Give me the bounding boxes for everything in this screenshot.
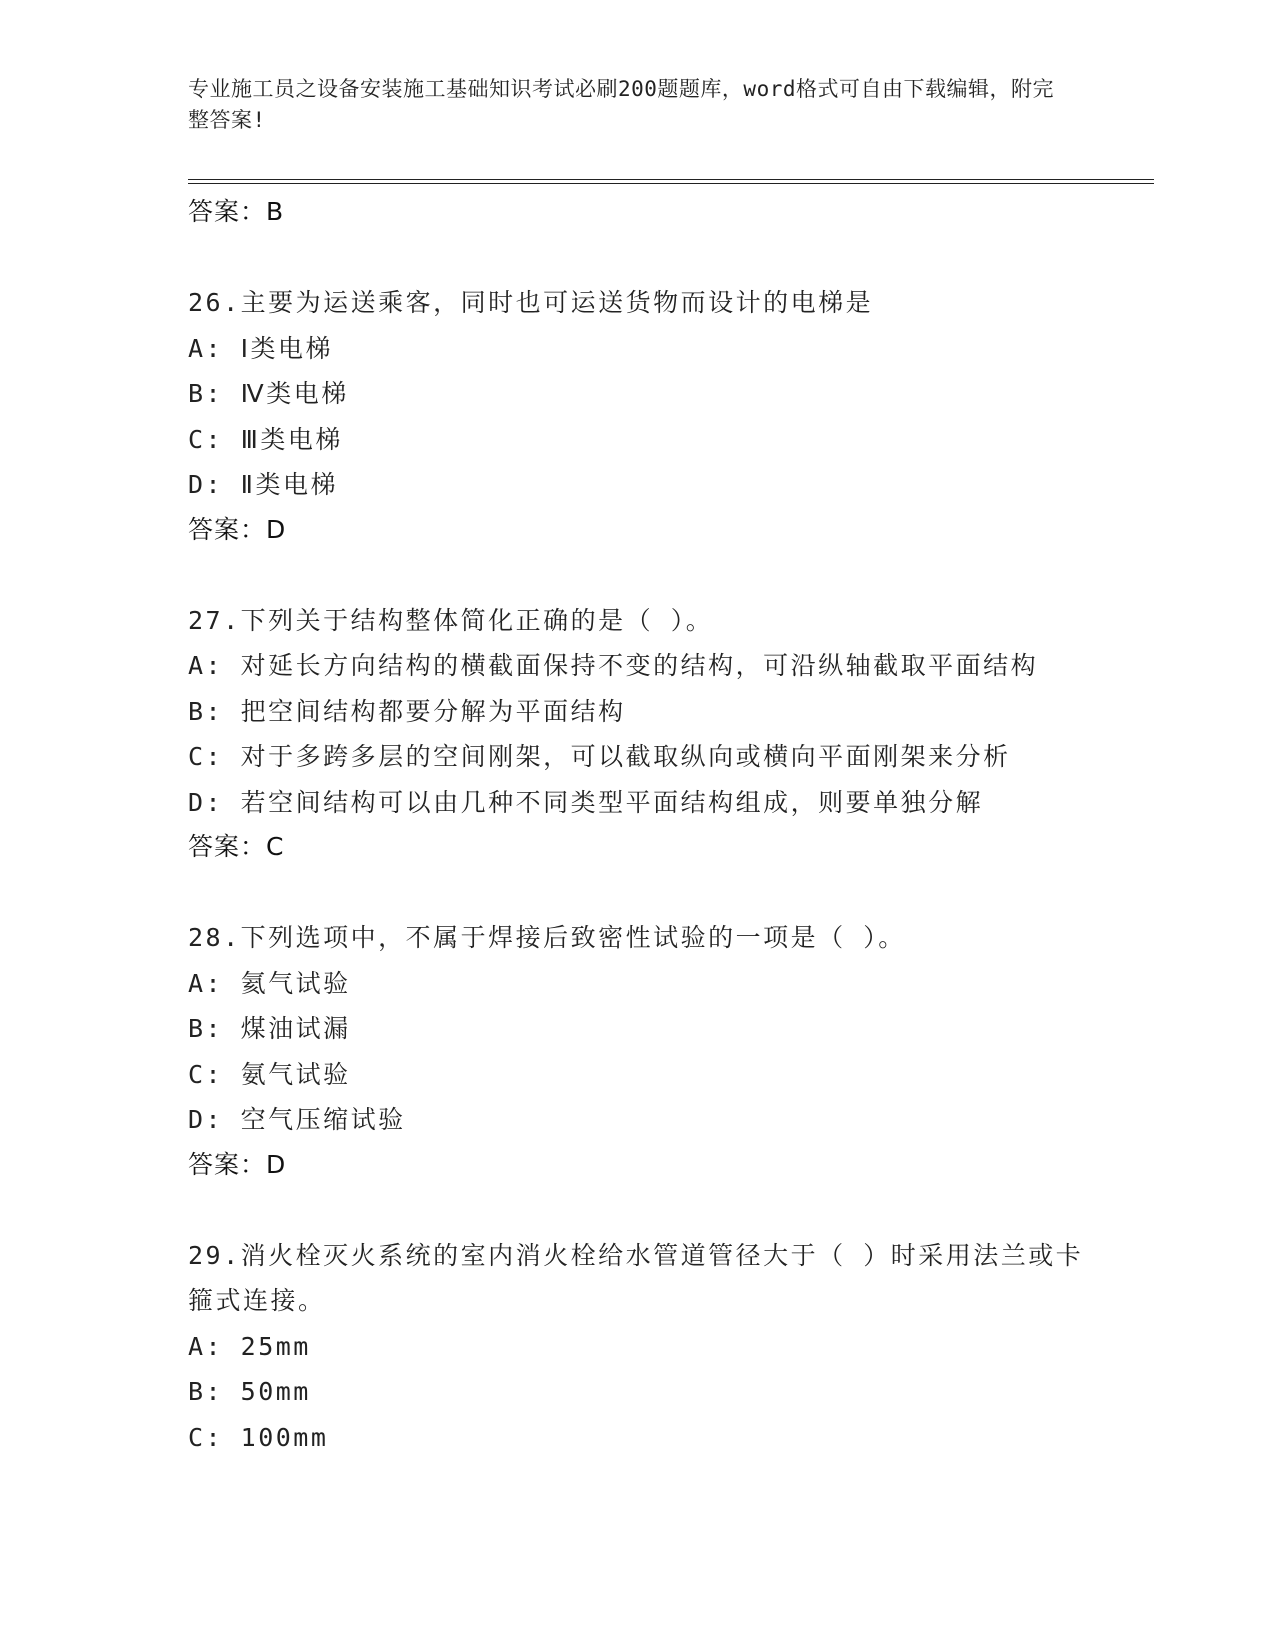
question-list — [188, 190, 1088, 1460]
question-26 — [188, 280, 1088, 552]
option-d: D: 空气压缩试验 — [188, 1105, 406, 1134]
answer-line: 答案：D — [188, 514, 287, 544]
option-a: A: 25mm — [188, 1331, 311, 1361]
option-b: B: 把空间结构都要分解为平面结构 — [188, 696, 626, 726]
option-a: A: 氦气试验 — [188, 968, 351, 998]
question-29 — [188, 1233, 1088, 1461]
answer-line: 答案：C — [188, 832, 285, 861]
option-a: A: 对延长方向结构的横截面保持不变的结构，可沿纵轴截取平面结构 — [188, 651, 1039, 680]
question-27 — [188, 598, 1088, 870]
option-b: B: 煤油试漏 — [188, 1014, 351, 1043]
answer-line: 答案：B — [188, 197, 285, 226]
option-b: B: 50mm — [188, 1377, 311, 1406]
question-28 — [188, 915, 1088, 1187]
option-c: C: 对于多跨多层的空间刚架，可以截取纵向或横向平面刚架来分析 — [188, 742, 1011, 771]
option-a: A: Ⅰ类电梯 — [188, 333, 334, 363]
option-c: C: Ⅲ类电梯 — [188, 424, 343, 454]
question-stem: 27.下列关于结构整体简化正确的是（ ）。 — [188, 605, 714, 635]
page-header-title: 专业施工员之设备安装施工基础知识考试必刷200题题库，word格式可自由下载编辑，附完整答案! — [188, 77, 1054, 132]
question-stem: 28.下列选项中，不属于焊接后致密性试验的一项是（ ）。 — [188, 923, 906, 952]
option-c: C: 氨气试验 — [188, 1059, 351, 1089]
question-stem: 26.主要为运送乘客，同时也可运送货物而设计的电梯是 — [188, 288, 874, 317]
option-d: D: 若空间结构可以由几种不同类型平面结构组成，则要单独分解 — [188, 787, 984, 817]
option-d: D: Ⅱ类电梯 — [188, 470, 338, 499]
question-stem: 29.消火栓灭火系统的室内消火栓给水管道管径大于（ ）时采用法兰或卡箍式连接。 — [188, 1240, 1084, 1315]
header-divider — [188, 179, 1154, 184]
option-b: B: Ⅳ类电梯 — [188, 379, 349, 408]
option-c: C: 100mm — [188, 1422, 329, 1452]
answer-line: 答案：D — [188, 1149, 287, 1179]
